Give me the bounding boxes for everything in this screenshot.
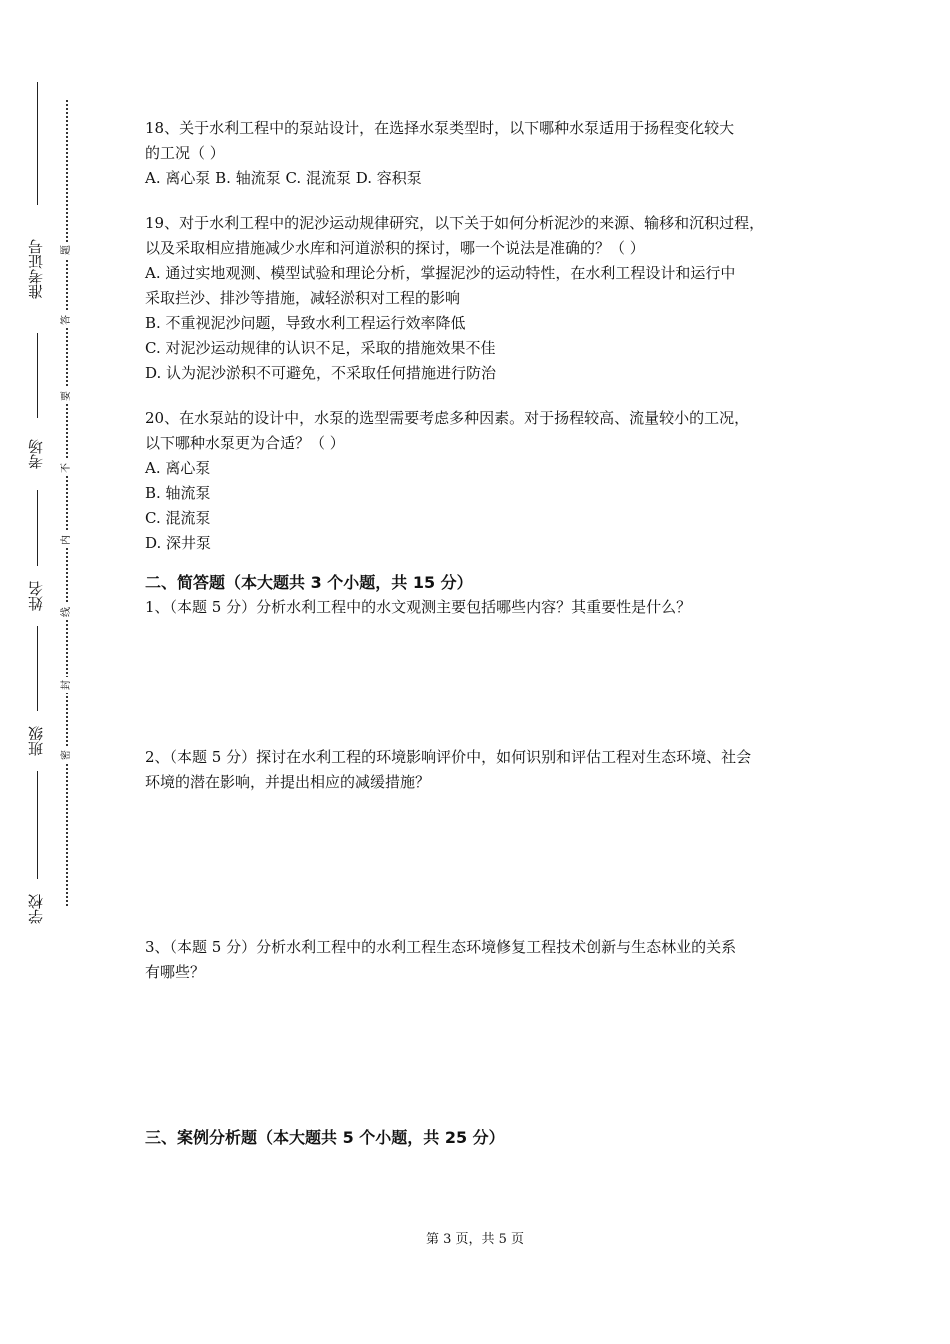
option-a: A. 离心泵 — [145, 459, 211, 477]
question-text: 18、关于水利工程中的泵站设计，在选择水泵类型时，以下哪种水泵适用于扬程变化较大 — [145, 119, 735, 137]
exam-room-label: 考场 — [23, 418, 49, 490]
seal-char: 线 — [59, 604, 75, 620]
seal-char: 不 — [59, 460, 75, 476]
option-b: B. 轴流泵 — [145, 484, 211, 502]
name-label: 姓名 — [23, 566, 49, 626]
binding-dotted-line — [66, 100, 68, 906]
seal-char: 封 — [59, 677, 75, 693]
question-text: 的工况（ ） — [145, 144, 225, 162]
seal-char: 要 — [59, 388, 75, 404]
option-d: D. 深井泵 — [145, 534, 212, 552]
option-a-continued: 采取拦沙、排沙等措施，减轻淤积对工程的影响 — [145, 289, 461, 307]
question-text: 19、对于水利工程中的泥沙运动规律研究，以下关于如何分析泥沙的来源、输移和沉积过程， — [145, 214, 765, 232]
question-text: 以及采取相应措施减少水库和河道淤积的探讨，哪一个说法是准确的？（ ） — [145, 239, 645, 257]
question-text: 以下哪种水泵更为合适？（ ） — [145, 434, 345, 452]
question-text: 环境的潜在影响，并提出相应的减缓措施？ — [145, 773, 431, 791]
question-text: 20、在水泵站的设计中，水泵的选型需要考虑多种因素。对于扬程较高、流量较小的工况， — [145, 409, 750, 427]
option-c: C. 混流泵 — [145, 509, 211, 527]
section-3-title: 三、案例分析题（本大题共 5 个小题，共 25 分） — [145, 1128, 505, 1147]
answer-space[interactable] — [145, 985, 825, 1125]
exam-content — [145, 116, 825, 1150]
question-20 — [145, 406, 825, 556]
question-text: 2、（本题 5 分）探讨在水利工程的环境影响评价中，如何识别和评估工程对生态环境、社会 — [145, 748, 752, 766]
option-a: A. 通过实地观测、模型试验和理论分析，掌握泥沙的运动特性，在水利工程设计和运行中 — [145, 264, 736, 282]
answer-space[interactable] — [145, 795, 825, 935]
school-label: 学校 — [23, 879, 49, 939]
option-c: C. 对泥沙运动规律的认识不足，采取的措施效果不佳 — [145, 339, 496, 357]
question-text: 1、（本题 5 分）分析水利工程中的水文观测主要包括哪些内容？其重要性是什么？ — [145, 598, 692, 616]
question-19 — [145, 211, 825, 386]
section-2-title: 二、简答题（本大题共 3 个小题，共 15 分） — [145, 573, 473, 592]
seal-char: 答 — [59, 312, 75, 328]
seal-char: 内 — [59, 532, 75, 548]
question-text: 3、（本题 5 分）分析水利工程中的水利工程生态环境修复工程技术创新与生态林业的关系 — [145, 938, 737, 956]
question-text: 有哪些？ — [145, 963, 206, 981]
seal-char: 密 — [59, 747, 75, 763]
question-18 — [145, 116, 825, 191]
short-answer-2 — [145, 745, 825, 795]
question-options: A. 离心泵 B. 轴流泵 C. 混流泵 D. 容积泵 — [145, 169, 422, 187]
exam-number-label: 准考证号 — [23, 205, 49, 333]
page-footer: 第 3 页，共 5 页 — [425, 1232, 525, 1247]
short-answer-1 — [145, 595, 825, 620]
short-answer-3 — [145, 935, 825, 985]
option-b: B. 不重视泥沙问题，导致水利工程运行效率降低 — [145, 314, 466, 332]
option-d: D. 认为泥沙淤积不可避免，不采取任何措施进行防治 — [145, 364, 497, 382]
answer-space[interactable] — [145, 620, 825, 745]
seal-char: 题 — [59, 242, 75, 258]
class-label: 班级 — [23, 711, 49, 771]
